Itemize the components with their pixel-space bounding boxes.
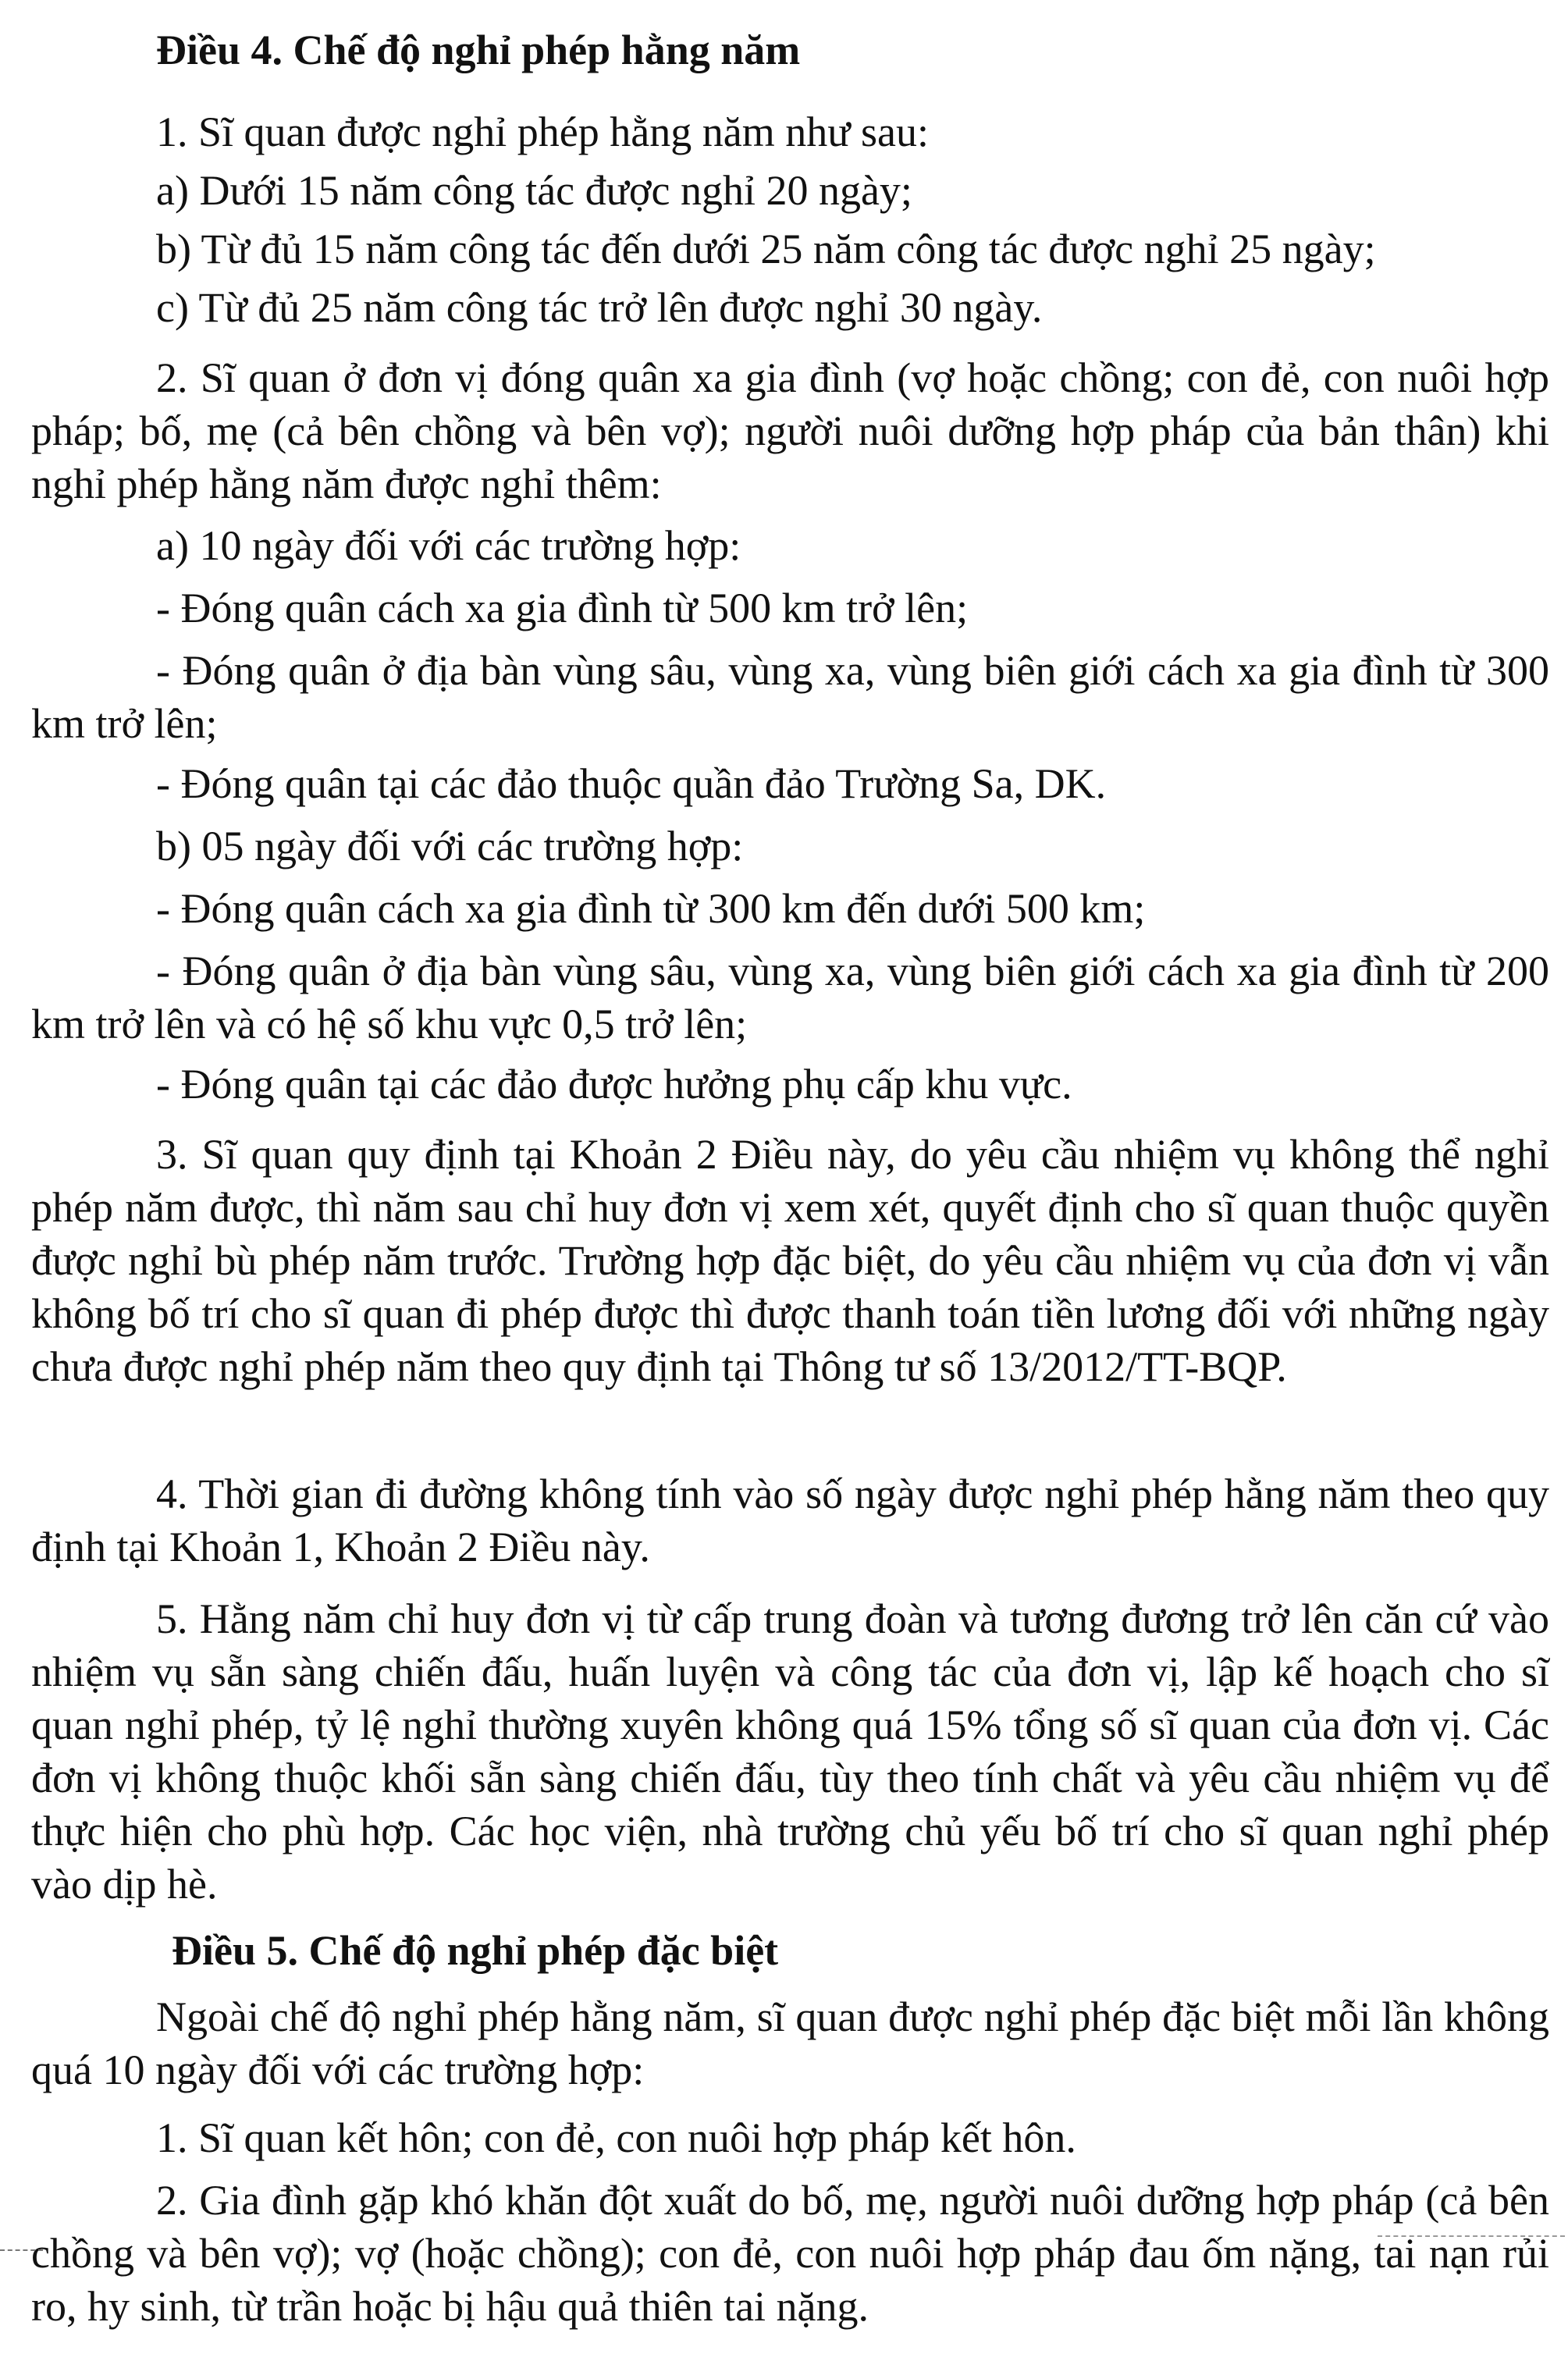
clause-2-item-a: a) 10 ngày đối với các trường hợp: [156, 522, 741, 569]
article-5-intro: Ngoài chế độ nghỉ phép hằng năm, sĩ quan được nghỉ phép đặc biệt mỗi lần không quá 10 ngày đối với các trường hợp: [31, 1993, 1549, 2093]
clause-1-item-b: b) Từ đủ 15 năm công tác đến dưới 25 năm công tác được nghỉ 25 ngày; [156, 226, 1376, 272]
clause-3: 3. Sĩ quan quy định tại Khoản 2 Điều này, do yêu cầu nhiệm vụ không thể nghỉ phép năm được, thì năm sau chỉ huy đơn vị xem xét, quyết định cho sĩ quan thuộc quyền được nghỉ bù phép năm trước. Trường hợp đặc biệt, do yêu cầu nhiệm vụ của đơn vị vẫn không bố trí cho sĩ quan đi phép được thì được thanh toán tiền lương đối với những ngày chưa được nghỉ phép năm theo quy định tại Thông tư số 13/2012/TT-BQP. [31, 1131, 1549, 1390]
article-5-item-2: 2. Gia đình gặp khó khăn đột xuất do bố, mẹ, người nuôi dưỡng hợp pháp (cả bên chồng và bên vợ); vợ (hoặc chồng); con đẻ, con nuôi hợp pháp đau ốm nặng, tai nạn rủi ro, hy sinh, từ trần hoặc bị hậu quả thiên tai nặng. [31, 2177, 1549, 2330]
clause-1-intro: 1. Sĩ quan được nghỉ phép hằng năm như sau: [156, 108, 929, 155]
scan-artifact-dash-right [1378, 2235, 1565, 2237]
clause-4: 4. Thời gian đi đường không tính vào số ngày được nghỉ phép hằng năm theo quy định tại Khoản 1, Khoản 2 Điều này. [31, 1470, 1549, 1570]
clause-2-item-b-case-1: - Đóng quân cách xa gia đình từ 300 km đến dưới 500 km; [156, 885, 1146, 932]
clause-2-item-b-case-3: - Đóng quân tại các đảo được hưởng phụ cấp khu vực. [156, 1061, 1072, 1108]
clause-2-item-a-case-1: - Đóng quân cách xa gia đình từ 500 km trở lên; [156, 585, 969, 631]
article-5-heading: Điều 5. Chế độ nghỉ phép đặc biệt [172, 1927, 779, 1974]
article-4-heading: Điều 4. Chế độ nghỉ phép hằng năm [156, 27, 801, 73]
scan-artifact-dash-left [0, 2249, 43, 2251]
clause-1-item-c: c) Từ đủ 25 năm công tác trở lên được nghỉ 30 ngày. [156, 284, 1043, 331]
clause-2-item-b: b) 05 ngày đối với các trường hợp: [156, 823, 744, 869]
clause-2-item-a-case-2: - Đóng quân ở địa bàn vùng sâu, vùng xa, vùng biên giới cách xa gia đình từ 300 km trở lên; [31, 647, 1549, 747]
clause-2-item-a-case-3: - Đóng quân tại các đảo thuộc quần đảo Trường Sa, DK. [156, 760, 1107, 807]
clause-2-intro: 2. Sĩ quan ở đơn vị đóng quân xa gia đình (vợ hoặc chồng; con đẻ, con nuôi hợp pháp; bố, mẹ (cả bên chồng và bên vợ); người nuôi dưỡng hợp pháp của bản thân) khi nghỉ phép hằng năm được nghỉ thêm: [31, 354, 1549, 507]
clause-1-item-a: a) Dưới 15 năm công tác được nghỉ 20 ngày; [156, 167, 912, 214]
clause-5: 5. Hằng năm chỉ huy đơn vị từ cấp trung đoàn và tương đương trở lên căn cứ vào nhiệm vụ sẵn sàng chiến đấu, huấn luyện và công tác của đơn vị, lập kế hoạch cho sĩ quan nghỉ phép, tỷ lệ nghỉ thường xuyên không quá 15% tổng số sĩ quan của đơn vị. Các đơn vị không thuộc khối sẵn sàng chiến đấu, tùy theo tính chất và yêu cầu nhiệm vụ để thực hiện cho phù hợp. Các học viện, nhà trường chủ yếu bố trí cho sĩ quan nghỉ phép vào dịp hè. [31, 1595, 1549, 1908]
article-5-item-1: 1. Sĩ quan kết hôn; con đẻ, con nuôi hợp pháp kết hôn. [156, 2114, 1076, 2161]
clause-2-item-b-case-2: - Đóng quân ở địa bàn vùng sâu, vùng xa, vùng biên giới cách xa gia đình từ 200 km trở lên và có hệ số khu vực 0,5 trở lên; [31, 948, 1549, 1047]
